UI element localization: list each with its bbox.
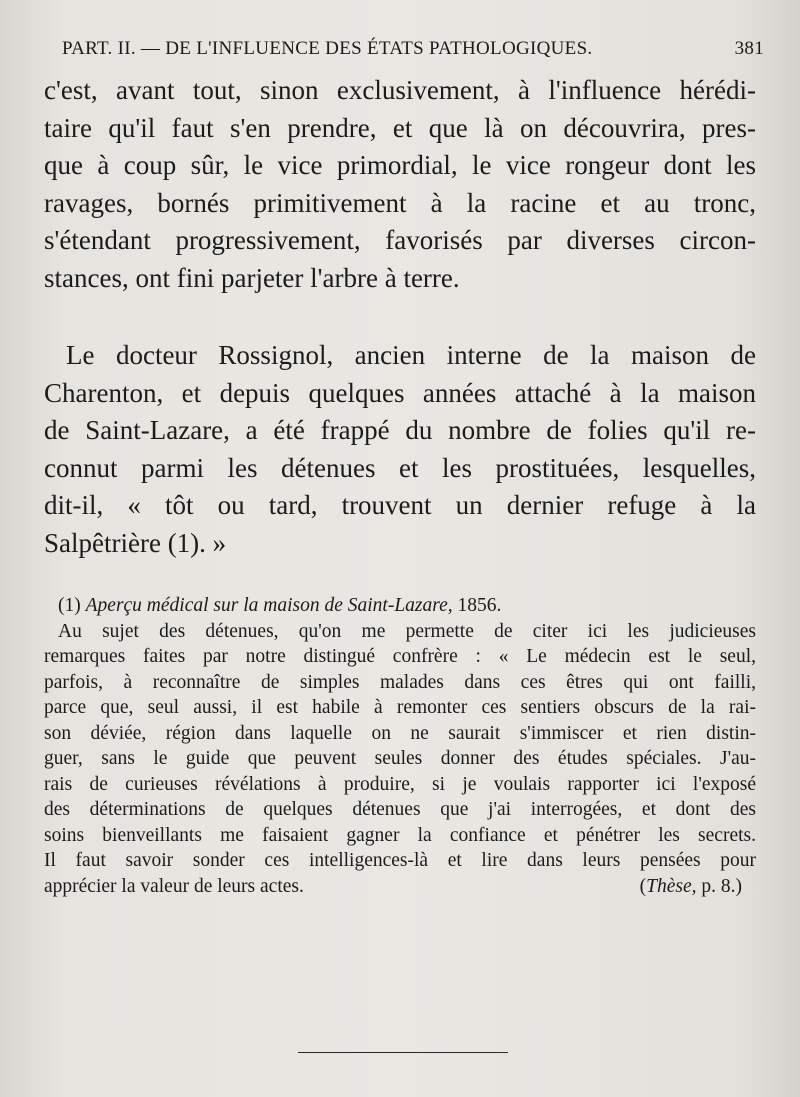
bottom-rule <box>298 1052 508 1053</box>
footnote-marker: (1) <box>58 595 81 616</box>
text-line: Charenton, et depuis quelques années attaché à la maison <box>44 377 756 408</box>
text-line: Le docteur Rossignol, ancien interne de la maison de <box>66 340 756 370</box>
footnote-citation-title: Aperçu médical sur la maison de Saint-Lazare, <box>85 595 453 616</box>
footnote-line: des déterminations de quelques détenues que j'ai interrogées, et dont des <box>44 799 756 820</box>
footnote-line: Au sujet des détenues, qu'on me permette de citer ici les judicieuses <box>58 620 756 642</box>
text-line: connut parmi les détenues et les prostituées, lesquelles, <box>44 452 756 483</box>
footnote-reference-open: ( <box>639 875 647 897</box>
text-line: dit-il, « tôt ou tard, trouvent un dernier refuge à la <box>44 490 756 520</box>
running-head: PART. II. — DE L'INFLUENCE DES ÉTATS PATHOLOGIQUES. <box>62 38 593 59</box>
text-line: que à coup sûr, le vice primordial, le vice rongeur dont les <box>44 150 756 180</box>
paragraph-2 <box>44 337 756 562</box>
footnote-reference <box>640 874 756 900</box>
text-line: taire qu'il faut s'en prendre, et que là on découvrira, pres- <box>44 112 756 143</box>
paragraph-1 <box>44 72 756 297</box>
paragraph-spacer <box>44 297 756 337</box>
text-line: c'est, avant tout, sinon exclusivement, à l'influence hérédi- <box>44 75 756 105</box>
footnote-line: guer, sans le guide que peuvent seules donner des études spéciales. J'au- <box>44 748 756 769</box>
footnote-reference-page: p. 8.) <box>701 875 742 897</box>
main-text <box>44 72 756 562</box>
text-line: Salpêtrière (1). » <box>44 527 227 558</box>
footnote-line: soins bienveillants me faisaient gagner la confiance et pénétrer les secrets. <box>44 824 756 846</box>
text-line: stances, ont fini parjeter l'arbre à terre. <box>44 262 460 293</box>
footnote-line-text: apprécier la valeur de leurs actes. <box>44 875 304 897</box>
footnote-line: parce que, seul aussi, il est habile à remonter ces sentiers obscurs de la rai- <box>44 697 756 718</box>
footnote <box>44 593 756 899</box>
footnote-line: son déviée, région dans laquelle on ne saurait s'immiscer et rien distin- <box>44 722 756 744</box>
footnote-line: parfois, à reconnaître de simples malades dans ces êtres qui ont failli, <box>44 671 756 693</box>
footnote-last-line <box>44 874 756 900</box>
footnote-citation-year: 1856. <box>457 595 502 616</box>
footnote-reference-title: Thèse, <box>646 875 697 897</box>
footnote-line: rais de curieuses révélations à produire, si je voulais rapporter ici l'exposé <box>44 773 756 795</box>
page-header <box>62 34 764 64</box>
page-number: 381 <box>734 38 764 59</box>
text-line: ravages, bornés primitivement à la racine et au tronc, <box>44 187 756 218</box>
footnote-citation <box>44 593 756 619</box>
text-line: de Saint-Lazare, a été frappé du nombre de folies qu'il re- <box>44 415 756 445</box>
footnote-line: Il faut savoir sonder ces intelligences-là et lire dans leurs pensées pour <box>44 850 756 871</box>
footnote-line: remarques faites par notre distingué confrère : « Le médecin est le seul, <box>44 646 756 667</box>
text-line: s'étendant progressivement, favorisés par diverses circon- <box>44 225 756 255</box>
